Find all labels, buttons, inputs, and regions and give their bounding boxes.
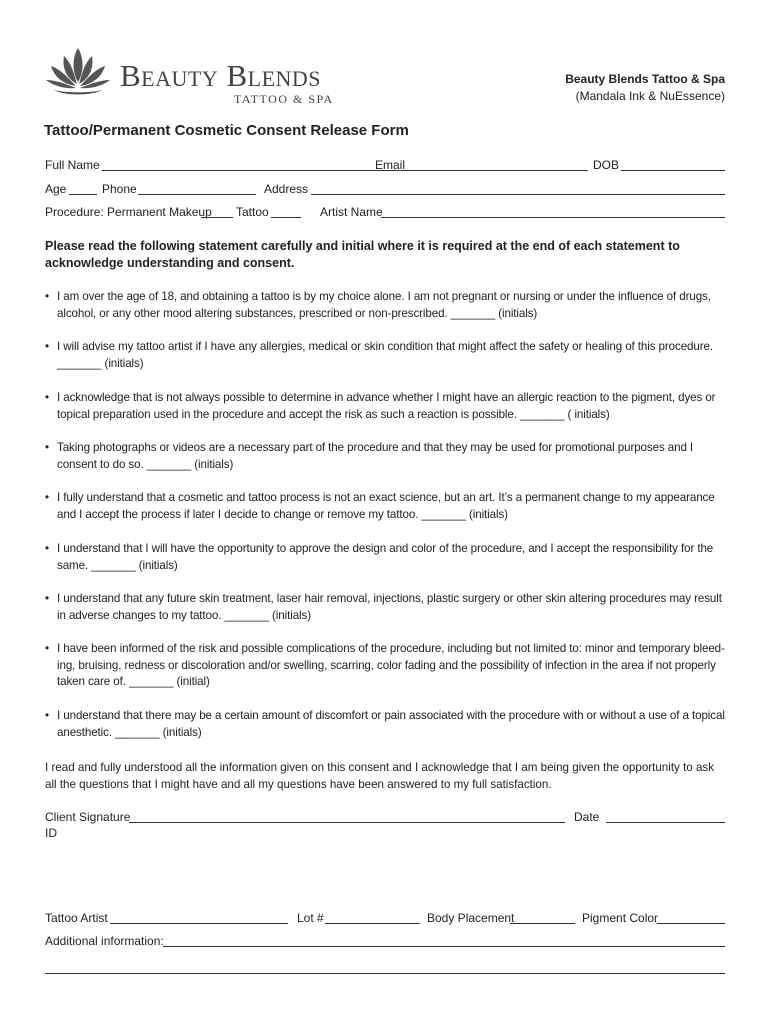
form-title: Tattoo/Permanent Cosmetic Consent Release Form [44, 122, 409, 139]
form-row-2 [45, 182, 725, 200]
address-field[interactable] [311, 194, 725, 195]
pigment-color-label: Pigment Color [582, 911, 659, 925]
full-name-label: Full Name [45, 158, 100, 172]
closing-statement: I read and fully understood all the information given on this consent and I acknowledge that I am being given the opportunity to ask all the questions that I might have and all my questions have been answered to my full satisfaction. [45, 761, 714, 791]
permanent-makeup-field[interactable] [201, 217, 233, 218]
statement-item: • I acknowledge that is not always possible to determine in advance whether I might have an allergic reaction to the pigment, dyes or topical preparation used in the procedure and accept the risk as such a reaction is possible. _______ ( initials) [45, 390, 727, 423]
procedure-label: Procedure: Permanent Makeup [45, 205, 212, 219]
body-placement-label: Body Placement [427, 911, 515, 925]
additional-info-label: Additional information: [45, 934, 164, 948]
logo-subtitle: TATTOO & SPA [234, 92, 334, 106]
address-label: Address [264, 182, 309, 196]
additional-info-row-2 [45, 961, 725, 979]
artist-name-field[interactable] [381, 217, 725, 218]
pigment-color-field[interactable] [657, 923, 725, 924]
id-label: ID [45, 826, 57, 840]
logo [44, 44, 374, 104]
additional-info-field-2[interactable] [45, 973, 725, 974]
statement-item: • Taking photographs or videos are a necessary part of the procedure and that they may be used for promotional purposes and I consent to do so. _______ (initials) [45, 440, 727, 473]
statement-item: • I understand that I will have the opportunity to approve the design and color of the procedure, and I accept the responsibility for the same. _______ (initials) [45, 541, 727, 574]
lot-field[interactable] [325, 923, 420, 924]
email-label: Email [375, 158, 406, 172]
company-name: Beauty Blends Tattoo & Spa [565, 72, 725, 86]
date-field[interactable] [606, 822, 725, 823]
dob-field[interactable] [621, 170, 725, 171]
tattoo-artist-field[interactable] [110, 923, 288, 924]
additional-info-field[interactable] [163, 946, 725, 947]
statement-item: • I fully understand that a cosmetic and tattoo process is not an exact science, but an art. It’s a permanent change to my appearance and I accept the process if later I decide to change or remove my tattoo. _______ (initials) [45, 490, 727, 523]
logo-name: Beauty Blends [120, 58, 322, 93]
id-row [45, 826, 725, 844]
artist-row [45, 911, 725, 929]
dob-label: DOB [593, 158, 620, 172]
tattoo-label: Tattoo [236, 205, 269, 219]
artist-name-label: Artist Name [320, 205, 383, 219]
client-signature-field[interactable] [129, 822, 565, 823]
tattoo-artist-label: Tattoo Artist [45, 911, 108, 925]
statement-item: • I understand that any future skin treatment, laser hair removal, injections, plastic surgery or other skin altering procedures may result in adverse changes to my tattoo. _______ (initials) [45, 591, 727, 624]
statement-item: • I am over the age of 18, and obtaining a tattoo is by my choice alone. I am not pregnant or nursing or under the influence of drugs, alcohol, or any other mood altering substances, prescribed or non-prescribed. _______ (initials) [45, 289, 727, 322]
phone-label: Phone [102, 182, 137, 196]
form-row-3 [45, 205, 725, 223]
statement-item: • I will advise my tattoo artist if I have any allergies, medical or skin condition that might affect the safety or healing of this procedure. _______ (initials) [45, 339, 727, 372]
additional-info-row [45, 934, 725, 952]
statement-item: • I understand that there may be a certain amount of discomfort or pain associated with the procedure with or without a use of a topical anesthetic. _______ (initials) [45, 708, 727, 741]
tattoo-field[interactable] [271, 217, 301, 218]
lot-label: Lot # [297, 911, 324, 925]
form-row-1 [45, 158, 725, 176]
full-name-field[interactable] [102, 170, 415, 171]
phone-field[interactable] [138, 194, 256, 195]
lotus-icon [44, 44, 112, 100]
statement-item: • I have been informed of the risk and possible complications of the procedure, including but not limited to: minor and temporary bleed-ing, bruising, redness or discoloration and/or swelling, scarring, color fading and the possibility of infection in the area if not properly taken care of. _______ (initial) [45, 641, 727, 691]
age-label: Age [45, 182, 67, 196]
client-signature-label: Client Signature [45, 810, 131, 824]
company-subtitle: (Mandala Ink & NuEssence) [575, 89, 725, 103]
age-field[interactable] [69, 194, 97, 195]
company-info [565, 71, 725, 105]
email-field[interactable] [408, 170, 588, 171]
instructions: Please read the following statement carefully and initial where it is required at the end of each statement to acknowledge understanding and consent. [45, 239, 680, 270]
body-placement-field[interactable] [510, 923, 575, 924]
date-label: Date [574, 810, 600, 824]
